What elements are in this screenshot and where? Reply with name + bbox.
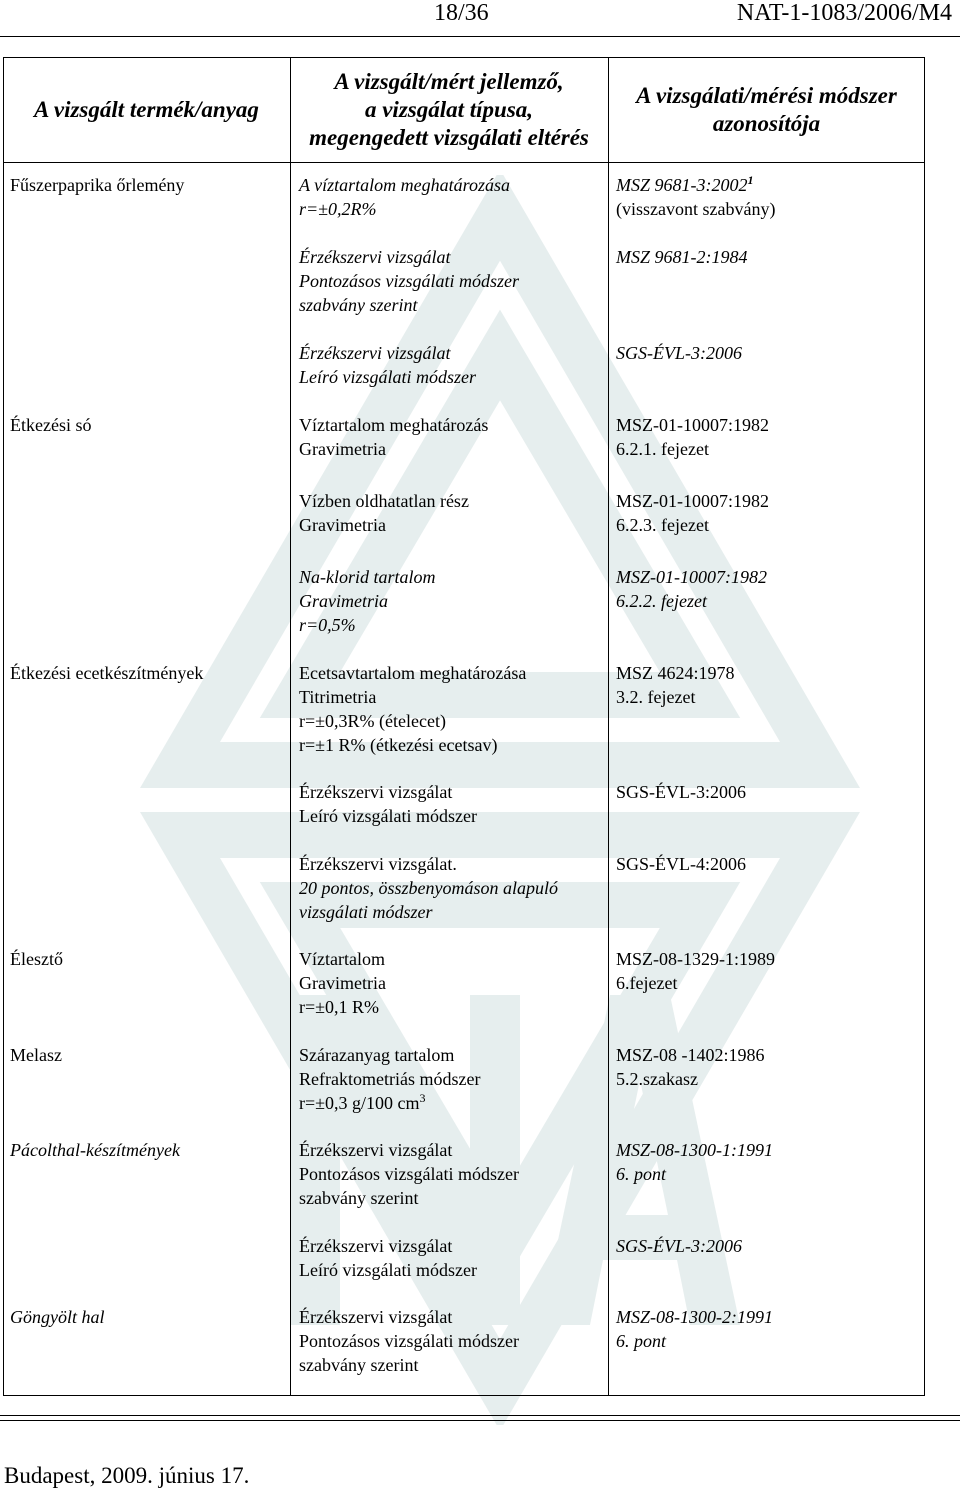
- method-cell: MSZ-01-10007:1982 6.2.1. fejezet: [616, 415, 769, 459]
- characteristic-cell: Na-klorid tartalom Gravimetria r=0,5%: [299, 567, 436, 635]
- method-text: MSZ 9681-3:2002: [616, 175, 748, 195]
- method-cell: MSZ-08-1329-1:1989 6.fejezet: [616, 949, 775, 993]
- document-id: NAT-1-1083/2006/M4: [736, 0, 952, 26]
- method-cell: SGS-ÉVL-4:2006: [616, 854, 746, 874]
- method-cell: MSZ 9681-2:1984: [616, 247, 748, 267]
- column-header-characteristic: A vizsgált/mért jellemző, a vizsgálat típusa, megengedett vizsgálati eltérés: [309, 68, 589, 150]
- place-and-date: Budapest, 2009. június 17.: [4, 1463, 250, 1488]
- product-cell: Étkezési só: [10, 415, 92, 435]
- footer-rule: [0, 1420, 960, 1421]
- characteristic-cell: 20 pontos, összbenyomáson alapuló vizsgálati módszer: [299, 878, 559, 922]
- product-cell: Göngyölt hal: [10, 1307, 105, 1327]
- method-cell: MSZ-08-1300-2:1991 6. pont: [616, 1307, 773, 1351]
- column-divider: [290, 57, 291, 1396]
- method-cell: SGS-ÉVL-3:2006: [616, 782, 746, 802]
- characteristic-cell: Érzékszervi vizsgálat Leíró vizsgálati módszer: [299, 343, 477, 387]
- method-cell: (visszavont szabvány): [616, 199, 776, 219]
- characteristic-cell: Érzékszervi vizsgálat Pontozásos vizsgálati módszer szabvány szerint: [299, 247, 520, 315]
- method-cell: MSZ-08-1300-1:1991 6. pont: [616, 1140, 773, 1184]
- footer-rule: [0, 1415, 960, 1416]
- characteristic-cell: Érzékszervi vizsgálat Pontozásos vizsgálati módszer szabvány szerint: [299, 1140, 519, 1208]
- method-cell: SGS-ÉVL-3:2006: [616, 343, 742, 363]
- footnote-marker: 1: [747, 173, 754, 187]
- column-header-method: A vizsgálati/mérési módszer azonosítója: [636, 82, 897, 136]
- superscript: 3: [419, 1091, 426, 1105]
- characteristic-cell: Ecetsavtartalom meghatározása Titrimetria r=±0,3R% (ételecet) r=±1 R% (étkezési ecetsav): [299, 663, 527, 755]
- characteristic-cell: Érzékszervi vizsgálat Pontozásos vizsgálati módszer szabvány szerint: [299, 1307, 519, 1375]
- characteristic-cell: Vízben oldhatatlan rész Gravimetria: [299, 491, 469, 535]
- product-cell: Élesztő: [10, 949, 63, 969]
- product-cell: Pácolthal-készítmények: [10, 1140, 180, 1160]
- product-cell: Melasz: [10, 1045, 62, 1065]
- characteristic-cell: Érzékszervi vizsgálat.: [299, 854, 457, 874]
- method-cell: [616, 173, 754, 197]
- characteristic-cell: [299, 1043, 480, 1115]
- characteristic-cell: Víztartalom Gravimetria r=±0,1 R%: [299, 949, 386, 1017]
- method-cell: MSZ-01-10007:1982 6.2.3. fejezet: [616, 491, 769, 535]
- header-rule: [0, 36, 960, 37]
- method-cell: MSZ 4624:1978 3.2. fejezet: [616, 663, 735, 707]
- product-cell: Étkezési ecetkészítmények: [10, 663, 204, 683]
- characteristic-cell: Víztartalom meghatározás Gravimetria: [299, 415, 489, 459]
- characteristic-text: Szárazanyag tartalom Refraktometriás módszer r=±0,3 g/100 cm: [299, 1045, 481, 1113]
- page-number: 18/36: [434, 0, 489, 26]
- characteristic-cell: Érzékszervi vizsgálat Leíró vizsgálati módszer: [299, 1236, 477, 1280]
- column-header-product: A vizsgált termék/anyag: [34, 96, 259, 122]
- method-cell: MSZ-01-10007:1982 6.2.2. fejezet: [616, 567, 767, 611]
- method-cell: SGS-ÉVL-3:2006: [616, 1236, 742, 1256]
- product-cell: Fűszerpaprika őrlemény: [10, 175, 185, 195]
- column-divider: [608, 57, 609, 1396]
- characteristic-cell: A víztartalom meghatározása r=±0,2R%: [299, 175, 511, 219]
- table-header-rule: [3, 162, 925, 163]
- method-cell: MSZ-08 -1402:1986 5.2.szakasz: [616, 1045, 765, 1089]
- characteristic-cell: Érzékszervi vizsgálat Leíró vizsgálati módszer: [299, 782, 477, 826]
